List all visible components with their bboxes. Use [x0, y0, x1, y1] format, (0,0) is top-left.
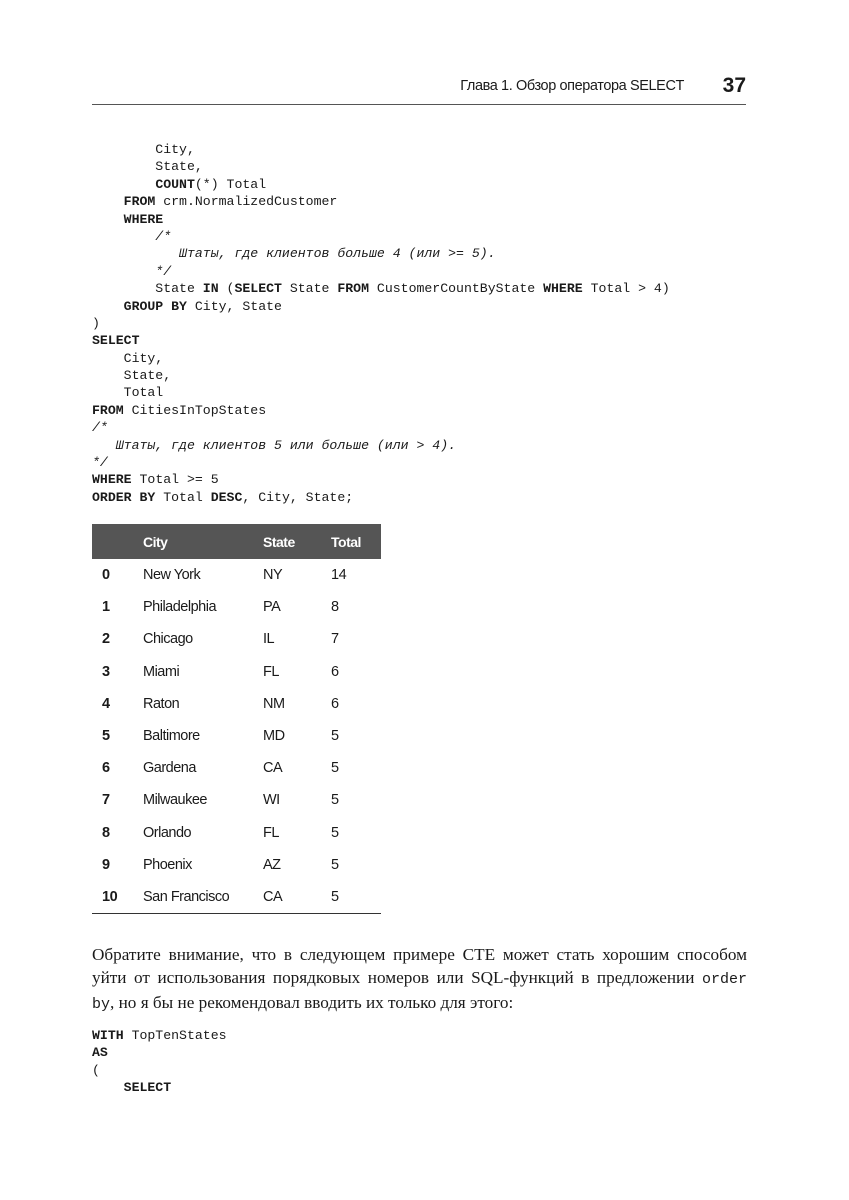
code-text: , City, State;	[242, 489, 354, 505]
total-cell: 6	[331, 663, 339, 680]
total-cell: 8	[331, 599, 339, 616]
city-cell: Gardena	[143, 760, 196, 777]
code-text: Total	[155, 489, 211, 505]
total-cell: 5	[331, 856, 339, 873]
row-index: 6	[102, 760, 110, 777]
total-cell: 5	[331, 792, 339, 809]
table-row	[92, 656, 381, 688]
paragraph-text: Обратите внимание, что в следующем примере CTE может стать хорошим способом уйти от использования порядковых номеров или SQL-функций в предложении	[92, 945, 747, 987]
code-text: City,	[92, 350, 164, 366]
state-cell: CA	[263, 760, 283, 777]
table-row	[92, 784, 381, 816]
code-line	[92, 141, 670, 158]
code-text: Total >= 5	[131, 472, 219, 488]
city-cell: Philadelphia	[143, 599, 217, 616]
row-index: 3	[102, 663, 110, 680]
city-cell: Baltimore	[143, 728, 200, 745]
code-text	[92, 299, 124, 314]
row-index: 8	[102, 824, 110, 841]
row-index: 1	[102, 599, 110, 616]
code-text	[92, 212, 124, 227]
code-line	[92, 384, 670, 401]
page-number: 37	[722, 74, 746, 97]
sql-keyword: AS	[92, 1045, 108, 1061]
code-line	[92, 193, 670, 210]
state-cell: NY	[263, 567, 283, 584]
state-cell: IL	[263, 631, 275, 648]
table-row	[92, 720, 381, 752]
code-line	[92, 298, 670, 315]
code-text: Total > 4)	[582, 281, 670, 297]
sql-keyword: WHERE	[92, 472, 132, 488]
code-line	[92, 1027, 227, 1044]
total-cell: 5	[331, 728, 339, 745]
code-text: CustomerCountByState	[369, 281, 544, 297]
total-cell: 5	[331, 824, 339, 841]
table-row	[92, 559, 381, 591]
code-text: crm.NormalizedCustomer	[155, 194, 338, 210]
state-cell: FL	[263, 824, 279, 841]
code-text: TopTenStates	[123, 1028, 227, 1043]
code-line	[92, 367, 670, 384]
code-line	[92, 158, 670, 175]
code-line	[92, 263, 670, 280]
code-line	[92, 1044, 227, 1061]
sql-keyword: SELECT	[92, 333, 140, 349]
code-line	[92, 471, 670, 488]
code-line	[92, 454, 670, 471]
sql-comment: /*	[92, 420, 108, 436]
total-cell: 14	[331, 567, 347, 584]
row-index: 5	[102, 728, 110, 745]
city-cell: Raton	[143, 695, 180, 712]
city-cell: Chicago	[143, 631, 193, 648]
code-text: (	[218, 281, 235, 297]
code-line	[92, 437, 670, 454]
city-cell: Miami	[143, 663, 180, 680]
inline-code-order-by: order by	[92, 970, 747, 1013]
state-cell: NM	[263, 695, 285, 712]
table-row	[92, 881, 381, 913]
code-line	[92, 1079, 227, 1096]
sql-keyword: SELECT	[234, 281, 282, 297]
code-line	[92, 1062, 227, 1079]
code-text: City, State	[186, 298, 282, 314]
code-text: State,	[92, 368, 172, 384]
code-text: CitiesInTopStates	[123, 402, 267, 418]
chapter-title: Глава 1. Обзор оператора SELECT	[460, 78, 684, 94]
sql-keyword: WHERE	[123, 211, 164, 227]
page-header	[92, 74, 746, 105]
code-line	[92, 280, 670, 297]
code-text: State	[281, 281, 338, 297]
total-cell: 5	[331, 760, 339, 777]
row-index: 9	[102, 856, 110, 873]
column-header-index	[92, 524, 143, 559]
sql-keyword: ORDER BY	[92, 489, 156, 505]
code-line	[92, 211, 670, 228]
query-result-table	[92, 524, 381, 914]
sql-comment: Штаты, где клиентов больше 4 (или >= 5).	[92, 246, 496, 262]
code-line	[92, 332, 670, 349]
table-row	[92, 623, 381, 655]
sql-keyword: FROM	[337, 281, 369, 297]
row-index: 7	[102, 792, 110, 809]
column-header-total: Total	[331, 533, 361, 550]
paragraph-text-end: , но я бы не рекомендовал вводить их только для этого:	[110, 992, 514, 1012]
city-cell: Phoenix	[143, 856, 192, 873]
table-row	[92, 591, 381, 623]
sql-keyword: COUNT	[155, 176, 195, 192]
sql-comment: /*	[92, 228, 172, 244]
sql-code-block	[92, 141, 670, 506]
code-line	[92, 176, 670, 193]
city-cell: Orlando	[143, 824, 192, 841]
row-index: 10	[102, 888, 118, 905]
city-cell: Milwaukee	[143, 792, 207, 809]
state-cell: WI	[263, 792, 280, 809]
code-text: (	[92, 1062, 100, 1078]
code-text: City,	[92, 142, 195, 157]
sql-keyword: SELECT	[123, 1080, 172, 1096]
table-row	[92, 817, 381, 849]
code-line	[92, 402, 670, 419]
total-cell: 5	[331, 888, 339, 905]
row-index: 0	[102, 567, 110, 584]
table-row	[92, 752, 381, 784]
state-cell: MD	[263, 728, 285, 745]
sql-comment: */	[92, 455, 108, 471]
code-line	[92, 315, 670, 332]
code-line	[92, 228, 670, 245]
code-line	[92, 350, 670, 367]
sql-keyword: IN	[202, 281, 219, 297]
column-header-city: City	[143, 533, 168, 550]
code-text: State,	[92, 159, 203, 175]
table-header-row	[92, 524, 381, 559]
sql-keyword: FROM	[92, 402, 124, 418]
city-cell: San Francisco	[143, 888, 230, 905]
code-text: State	[92, 281, 203, 297]
column-header-state: State	[263, 533, 295, 550]
sql-code-block-cte	[92, 1027, 227, 1097]
code-line	[92, 419, 670, 436]
row-index: 2	[102, 631, 110, 648]
code-text: Total	[92, 385, 164, 401]
state-cell: PA	[263, 599, 281, 616]
city-cell: New York	[143, 567, 201, 584]
state-cell: CA	[263, 888, 283, 905]
row-index: 4	[102, 695, 110, 712]
sql-keyword: FROM	[123, 194, 156, 210]
state-cell: AZ	[263, 856, 281, 873]
state-cell: FL	[263, 663, 279, 680]
code-text	[92, 194, 124, 209]
code-text	[92, 177, 155, 192]
sql-keyword: GROUP BY	[123, 298, 187, 314]
code-text	[92, 1080, 124, 1095]
code-line	[92, 245, 670, 262]
sql-keyword: DESC	[210, 489, 243, 505]
sql-keyword: WHERE	[543, 281, 583, 297]
code-text: )	[92, 315, 100, 331]
code-line	[92, 489, 670, 506]
table-row	[92, 688, 381, 720]
sql-comment: */	[92, 263, 172, 279]
total-cell: 6	[331, 695, 339, 712]
sql-comment: Штаты, где клиентов 5 или больше (или > 4).	[92, 437, 457, 453]
total-cell: 7	[331, 631, 339, 648]
sql-keyword: WITH	[92, 1028, 124, 1043]
table-row	[92, 849, 381, 881]
body-paragraph	[92, 944, 747, 1016]
code-text: (*) Total	[194, 176, 267, 192]
